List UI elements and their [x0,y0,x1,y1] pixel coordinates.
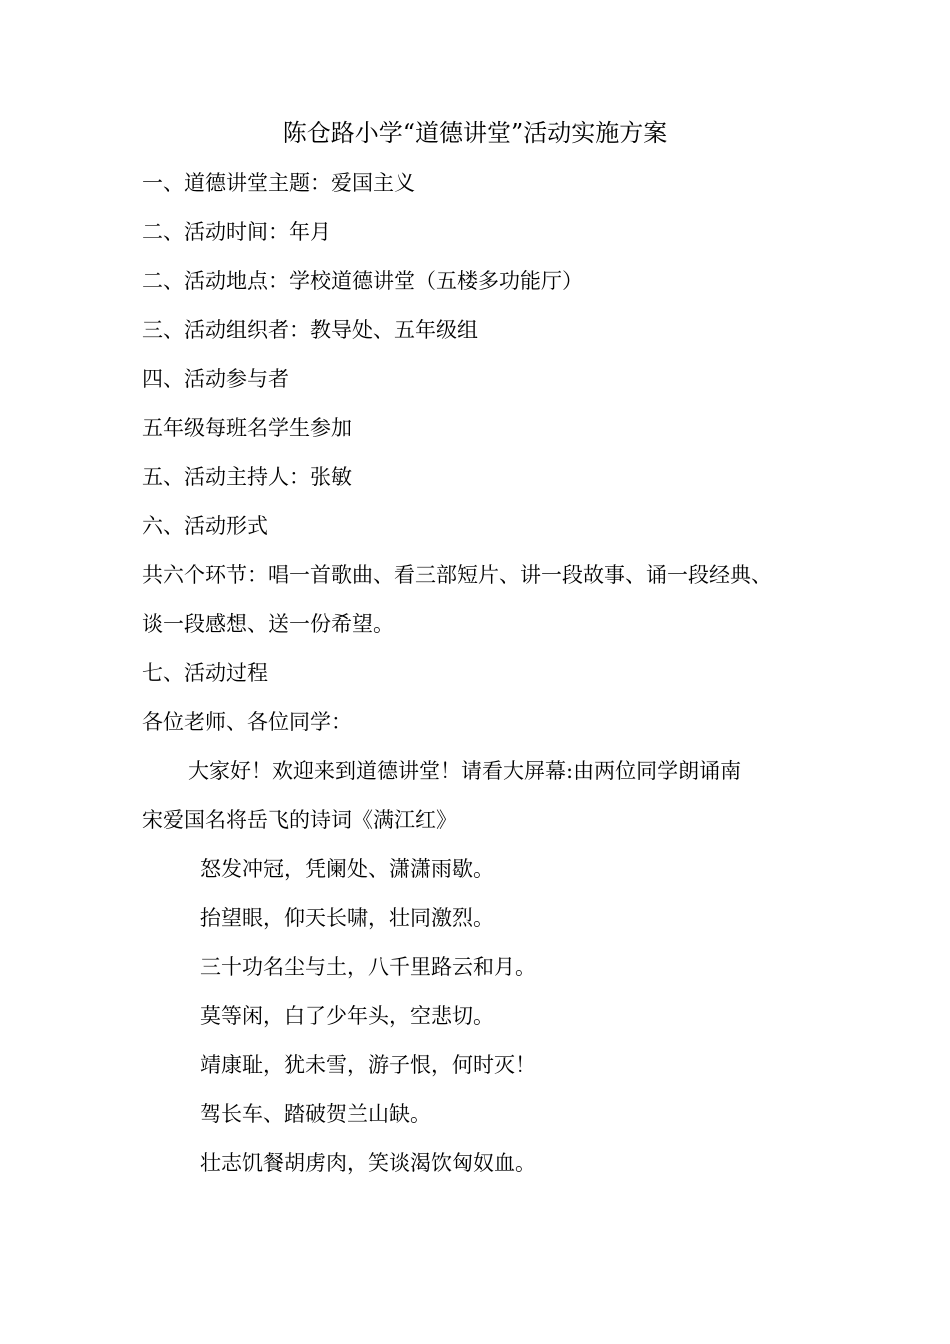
format-detail-line-1: 共六个环节：唱一首歌曲、看三部短片、讲一段故事、诵一段经典、 [142,563,772,587]
section-theme: 一、道德讲堂主题：爱国主义 [142,171,415,195]
section-process: 七、活动过程 [142,661,268,685]
poem-line: 三十功名尘与土，八千里路云和月。 [200,955,536,979]
document-title: 陈仓路小学“道德讲堂”活动实施方案 [282,119,668,147]
section-participants: 四、活动参与者 [142,367,289,391]
poem-line: 驾长车、踏破贺兰山缺。 [200,1102,431,1126]
greeting: 各位老师、各位同学： [142,710,352,734]
format-detail-line-2: 谈一段感想、送一份希望。 [142,612,394,636]
poem-line: 怒发冲冠，凭阑处、潇潇雨歇。 [200,857,494,881]
poem-line: 壮志饥餐胡虏肉，笑谈渴饮匈奴血。 [200,1151,536,1175]
participants-detail: 五年级每班名学生参加 [142,416,352,440]
section-location: 二、活动地点：学校道德讲堂（五楼多功能厅） [142,269,583,293]
section-format: 六、活动形式 [142,514,268,538]
poem-line: 抬望眼，仰天长啸，壮同激烈。 [200,906,494,930]
section-organizer: 三、活动组织者：教导处、五年级组 [142,318,478,342]
intro-paragraph-line-1: 大家好！欢迎来到道德讲堂！请看大屏幕:由两位同学朗诵南 [188,759,742,783]
section-host: 五、活动主持人：张敏 [142,465,352,489]
intro-paragraph-line-2: 宋爱国名将岳飞的诗词《满江红》 [142,808,457,832]
section-time: 二、活动时间：年月 [142,220,331,244]
poem-line: 靖康耻，犹未雪，游子恨，何时灭！ [200,1053,536,1077]
poem-line: 莫等闲，白了少年头，空悲切。 [200,1004,494,1028]
